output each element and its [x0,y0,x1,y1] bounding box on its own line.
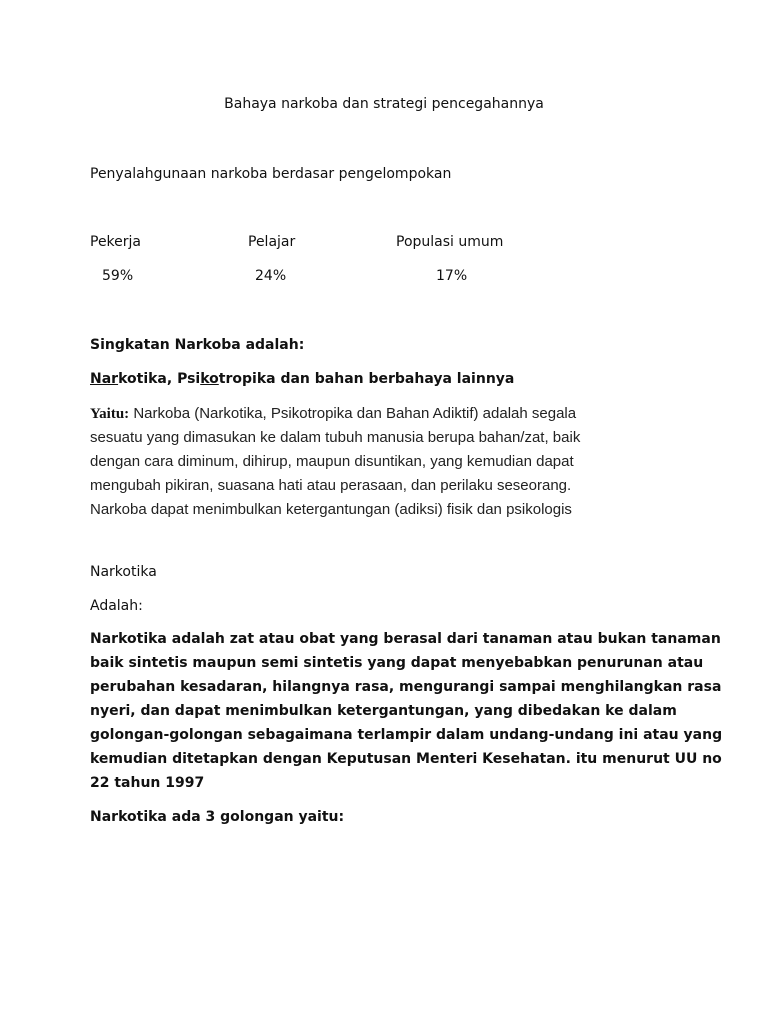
expansion-tropika: tropika dan bahan berbahaya lainnya [218,371,515,387]
expansion-kotika: kotika, Psi [118,371,201,387]
document-title: Bahaya narkoba dan strategi pencegahannya [224,96,544,112]
definition-line-3: perubahan kesadaran, hilangnya rasa, mengurangi sampai menghilangkan rasa [90,679,722,695]
expansion-ko: ko [200,371,219,387]
definition-line-6: kemudian ditetapkan dengan Keputusan Menteri Kesehatan. itu menurut UU no [90,751,722,767]
yaitu-line-1: Narkoba (Narkotika, Psikotropika dan Bahan Adiktif) adalah segala [133,405,577,422]
yaitu-line-3: dengan cara diminum, dihirup, maupun disuntikan, yang kemudian dapat [90,453,574,470]
adalah-label: Adalah: [90,598,143,614]
definition-line-1: Narkotika adalah zat atau obat yang berasal dari tanaman atau bukan tanaman [90,631,721,647]
definition-line-4: nyeri, dan dapat menimbulkan ketergantungan, yang dibedakan ke dalam [90,703,677,719]
definition-line-5: golongan-golongan sebagaimana terlampir dalam undang-undang ini atau yang [90,727,723,743]
yaitu-line-4: mengubah pikiran, suasana hati atau perasaan, dan perilaku seseorang. [90,477,572,494]
expansion-nar: Nar [90,371,119,387]
golongan-line: Narkotika ada 3 golongan yaitu: [90,809,345,825]
yaitu-line-5: Narkoba dapat menimbulkan ketergantungan (adiksi) fisik dan psikologis [90,501,572,518]
group-label-populasi: Populasi umum [396,234,504,250]
group-label-pekerja: Pekerja [90,234,142,250]
section-heading: Penyalahgunaan narkoba berdasar pengelompokan [90,166,452,182]
definition-line-2: baik sintetis maupun semi sintetis yang dapat menyebabkan penurunan atau [90,655,704,671]
group-value-populasi: 17% [436,268,468,284]
yaitu-line-2: sesuatu yang dimasukan ke dalam tubuh manusia berupa bahan/zat, baik [90,429,581,446]
yaitu-lead: Yaitu: [90,406,130,422]
group-value-pelajar: 24% [255,268,287,284]
group-label-pelajar: Pelajar [248,234,296,250]
narkotika-heading: Narkotika [90,564,157,580]
singkatan-label: Singkatan Narkoba adalah: [90,337,305,353]
narkotika-definition [90,627,723,795]
yaitu-paragraph [90,402,690,522]
definition-line-7: 22 tahun 1997 [90,775,205,791]
narkoba-expansion [90,369,514,389]
group-value-pekerja: 59% [102,268,134,284]
